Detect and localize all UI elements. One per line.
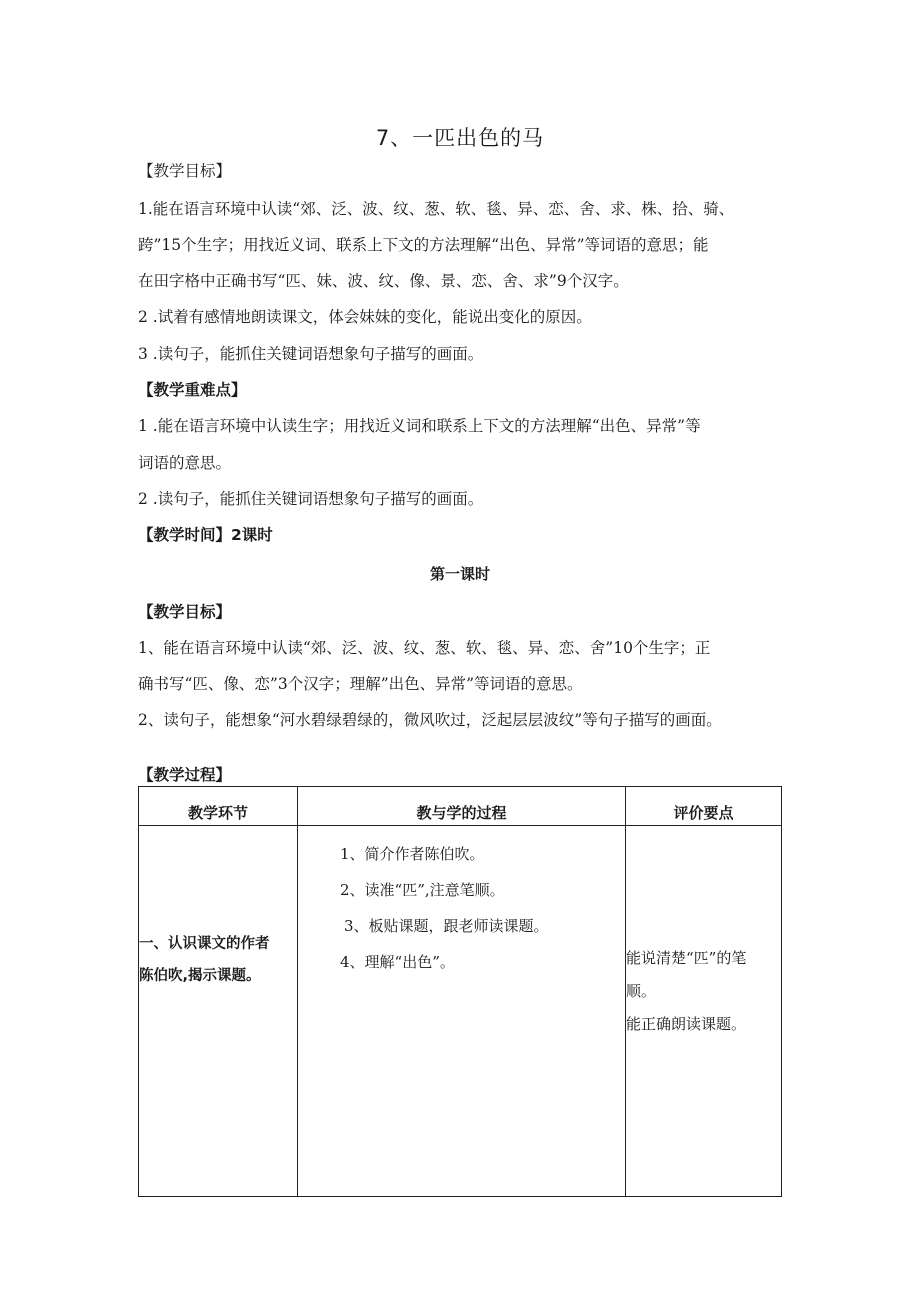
key-points-item2: 2 .读句子，能抓住关键词语想象句子描写的画面。 <box>138 490 484 508</box>
teaching-time <box>138 525 788 545</box>
lesson1-item2: 2、读句子，能想象“河水碧绿碧绿的，微风吹过，泛起层层波纹”等句子描写的画面。 <box>138 711 722 729</box>
stage-cell <box>139 826 298 1197</box>
document-title: 7、一匹出色的马 <box>375 126 545 150</box>
key-points-item1-line2: 词语的意思。 <box>138 454 232 472</box>
lesson1-goals-heading: 【教学目标】 <box>138 603 232 621</box>
column-header-stage: 教学环节 <box>139 787 298 826</box>
process-heading: 【教学过程】 <box>138 766 232 784</box>
evaluation-line3: 能正确朗读课题。 <box>626 1015 747 1033</box>
teaching-time-value: 2课时 <box>231 526 273 544</box>
goals-item3: 3 .读句子，能抓住关键词语想象句子描写的画面。 <box>138 345 484 363</box>
goals-item1-line2: 跨”15个生字；用找近义词、联系上下文的方法理解“出色、异常”等词语的意思；能 <box>138 236 709 254</box>
step-item: 3、板贴课题，跟老师读课题。 <box>344 917 549 935</box>
stage-line1: 一、认识课文的作者 <box>139 936 270 952</box>
teaching-time-heading: 【教学时间】 <box>138 526 232 544</box>
step-item: 4、理解“出色”。 <box>340 953 455 971</box>
goals-item2: 2 .试着有感情地朗读课文，体会妹妹的变化，能说出变化的原因。 <box>138 308 592 326</box>
step-item: 1、简介作者陈伯吹。 <box>340 845 485 863</box>
table-row <box>139 826 782 1197</box>
steps-cell <box>298 826 626 1197</box>
evaluation-line2: 顺。 <box>626 982 657 1000</box>
key-points-heading: 【教学重难点】 <box>138 381 247 399</box>
goals-heading: 【教学目标】 <box>138 162 232 180</box>
goals-item1-line1: 1.能在语言环境中认读“郊、泛、波、纹、葱、软、毯、异、恋、舍、求、株、拾、骑、 <box>138 200 735 218</box>
evaluation-line1: 能说清楚“匹”的笔 <box>626 949 747 967</box>
lesson1-item1-line2: 确书写“匹、像、恋”3个汉字；理解”出色、异常”等词语的意思。 <box>138 675 583 693</box>
stage-line2: 陈伯吹,揭示课题。 <box>139 968 261 984</box>
evaluation-cell <box>626 826 782 1197</box>
goals-item1-line3: 在田字格中正确书写“匹、妹、波、纹、像、景、恋、舍、求”9个汉字。 <box>138 272 629 290</box>
column-header-evaluation: 评价要点 <box>626 787 782 826</box>
process-table <box>138 786 782 1197</box>
table-header-row <box>139 787 782 826</box>
column-header-process: 教与学的过程 <box>298 787 626 826</box>
lesson1-heading: 第一课时 <box>429 565 490 583</box>
step-item: 2、读准“匹”,注意笔顺。 <box>340 881 505 899</box>
key-points-item1-line1: 1 .能在语言环境中认读生字；用找近义词和联系上下文的方法理解“出色、异常”等 <box>138 417 701 435</box>
lesson1-item1-line1: 1、能在语言环境中认读“郊、泛、波、纹、葱、软、毯、异、恋、舍”10个生字；正 <box>138 639 711 657</box>
